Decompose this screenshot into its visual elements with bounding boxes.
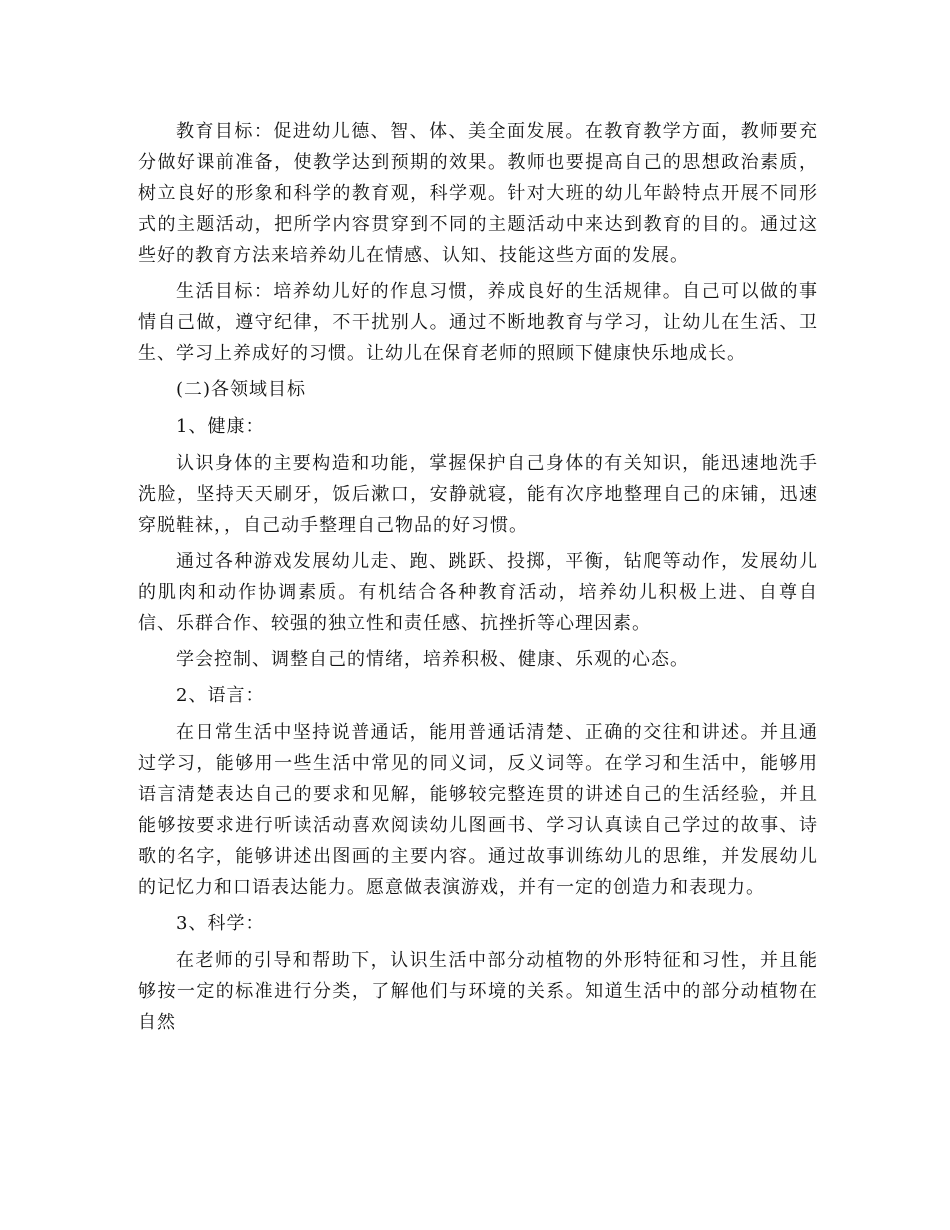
paragraph-life-goal: 生活目标：培养幼儿好的作息习惯，养成良好的生活规律。自己可以做的事情自己做，遵守纪律，不干扰别人。通过不断地教育与学习，让幼儿在生活、卫生、学习上养成好的习惯。让幼儿在保育老师的照顾下健康快乐地成长。 bbox=[138, 281, 818, 364]
paragraph-health-games: 通过各种游戏发展幼儿走、跑、跳跃、投掷，平衡，钻爬等动作，发展幼儿的肌肉和动作协调素质。有机结合各种教育活动，培养幼儿积极上进、自尊自信、乐群合作、较强的独立性和责任感、抗挫折等心理因素。 bbox=[138, 551, 818, 634]
subheading-health: 1、健康： bbox=[176, 416, 265, 437]
paragraph-science: 在老师的引导和帮助下，认识生活中部分动植物的外形特征和习性，并且能够按一定的标准进行分类，了解他们与环境的关系。知道生活中的部分动植物在自然 bbox=[138, 950, 818, 1033]
subheading-language: 2、语言： bbox=[176, 685, 265, 706]
subheading-science: 3、科学： bbox=[176, 913, 265, 934]
paragraph-education-goal: 教育目标：促进幼儿德、智、体、美全面发展。在教育教学方面，教师要充分做好课前准备，使教学达到预期的效果。教师也要提高自己的思想政治素质，树立良好的形象和科学的教育观，科学观。针对大班的幼儿年龄特点开展不同形式的主题活动，把所学内容贯穿到不同的主题活动中来达到教育的目的。通过这些好的教育方法来培养幼儿在情感、认知、技能这些方面的发展。 bbox=[138, 121, 818, 266]
paragraph-health-body: 认识身体的主要构造和功能，掌握保护自己身体的有关知识，能迅速地洗手洗脸，坚持天天刷牙，饭后漱口，安静就寝，能有次序地整理自己的床铺，迅速穿脱鞋袜，，自己动手整理自己物品的好习惯。 bbox=[138, 453, 818, 536]
section-heading-domain-goals: (二)各领域目标 bbox=[176, 379, 307, 400]
paragraph-health-emotions: 学会控制、调整自己的情绪，培养积极、健康、乐观的心态。 bbox=[176, 649, 689, 670]
paragraph-language: 在日常生活中坚持说普通话，能用普通话清楚、正确的交往和讲述。并且通过学习，能够用一些生活中常见的同义词，反义词等。在学习和生活中，能够用语言清楚表达自己的要求和见解，能够较完整连贯的讲述自己的生活经验，并且能够按要求进行听读活动喜欢阅读幼儿图画书、学习认真读自己学过的故事、诗歌的名字，能够讲述出图画的主要内容。通过故事训练幼儿的思维，并发展幼儿的记忆力和口语表达能力。愿意做表演游戏，并有一定的创造力和表现力。 bbox=[138, 722, 818, 898]
document-body bbox=[138, 116, 818, 1043]
